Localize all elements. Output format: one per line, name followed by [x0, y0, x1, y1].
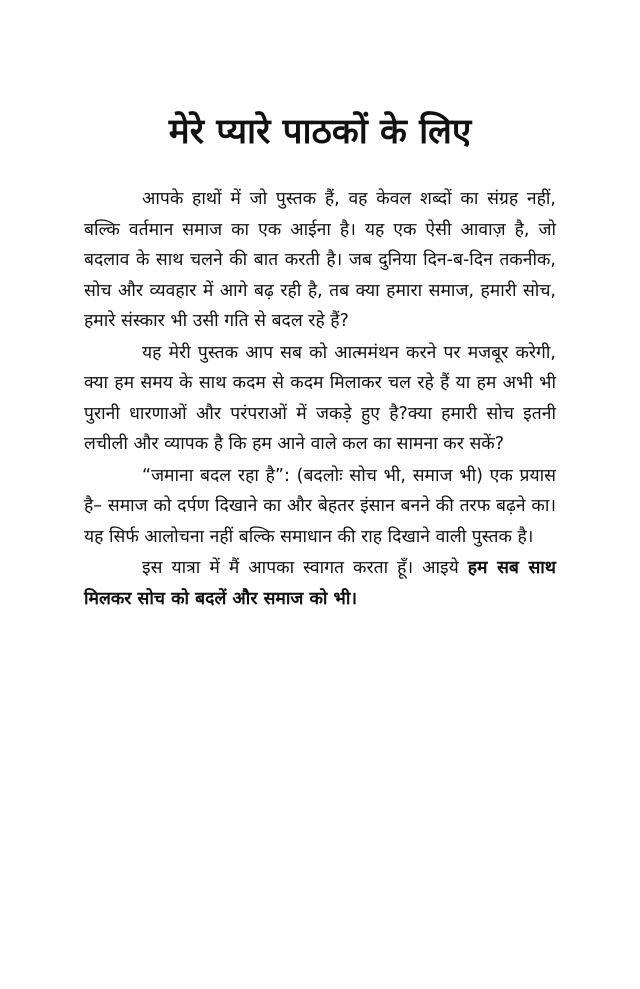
paragraph-1: आपके हाथों में जो पुस्तक हैं, वह केवल शब्दों का संग्रह नहीं, बल्कि वर्तमान समाज का एक आईना है। यह एक ऐसी आवाज़ है, जो बदलाव के साथ चलने की बात करती है। जब दुनिया दिन-ब-दिन तकनीक, सोच और व्यवहार में आगे बढ़ रही है, तब क्या हमारा समाज, हमारी सोच, हमारे संस्कार भी उसी गति से बदल रहे हैं?: [84, 189, 556, 331]
closing-text: इस यात्रा में मैं आपका स्वागत करता हूँ। आइये: [142, 558, 468, 578]
closing-emphasis: हम सब साथ मिलकर सोच को बदलें और समाज को भी।: [84, 558, 556, 609]
paragraph-2: यह मेरी पुस्तक आप सब को आत्ममंथन करने पर मजबूर करेगी, क्या हम समय के साथ कदम से कदम मिलाकर चल रहे हैं या हम अभी भी पुरानी धारणाओं और परंपराओं में जकड़े हुए है?क्या हमारी सोच इतनी लचीली और व्यापक है कि हम आने वाले कल का सामना कर सकें?: [84, 342, 556, 454]
closing-paragraph: [84, 553, 556, 614]
paragraph-3: “जमाना बदल रहा है”: (बदलोः सोच भी, समाज भी) एक प्रयास है– समाज को दर्पण दिखाने का और बेहतर इंसान बनने की तरफ बढ़ने का। यह सिर्फ आलोचना नहीं बल्कि समाधान की राह दिखाने वाली पुस्तक है।: [84, 465, 556, 547]
preface-body: [84, 184, 556, 615]
page-title: मेरे प्यारे पाठकों के लिए: [168, 112, 472, 152]
